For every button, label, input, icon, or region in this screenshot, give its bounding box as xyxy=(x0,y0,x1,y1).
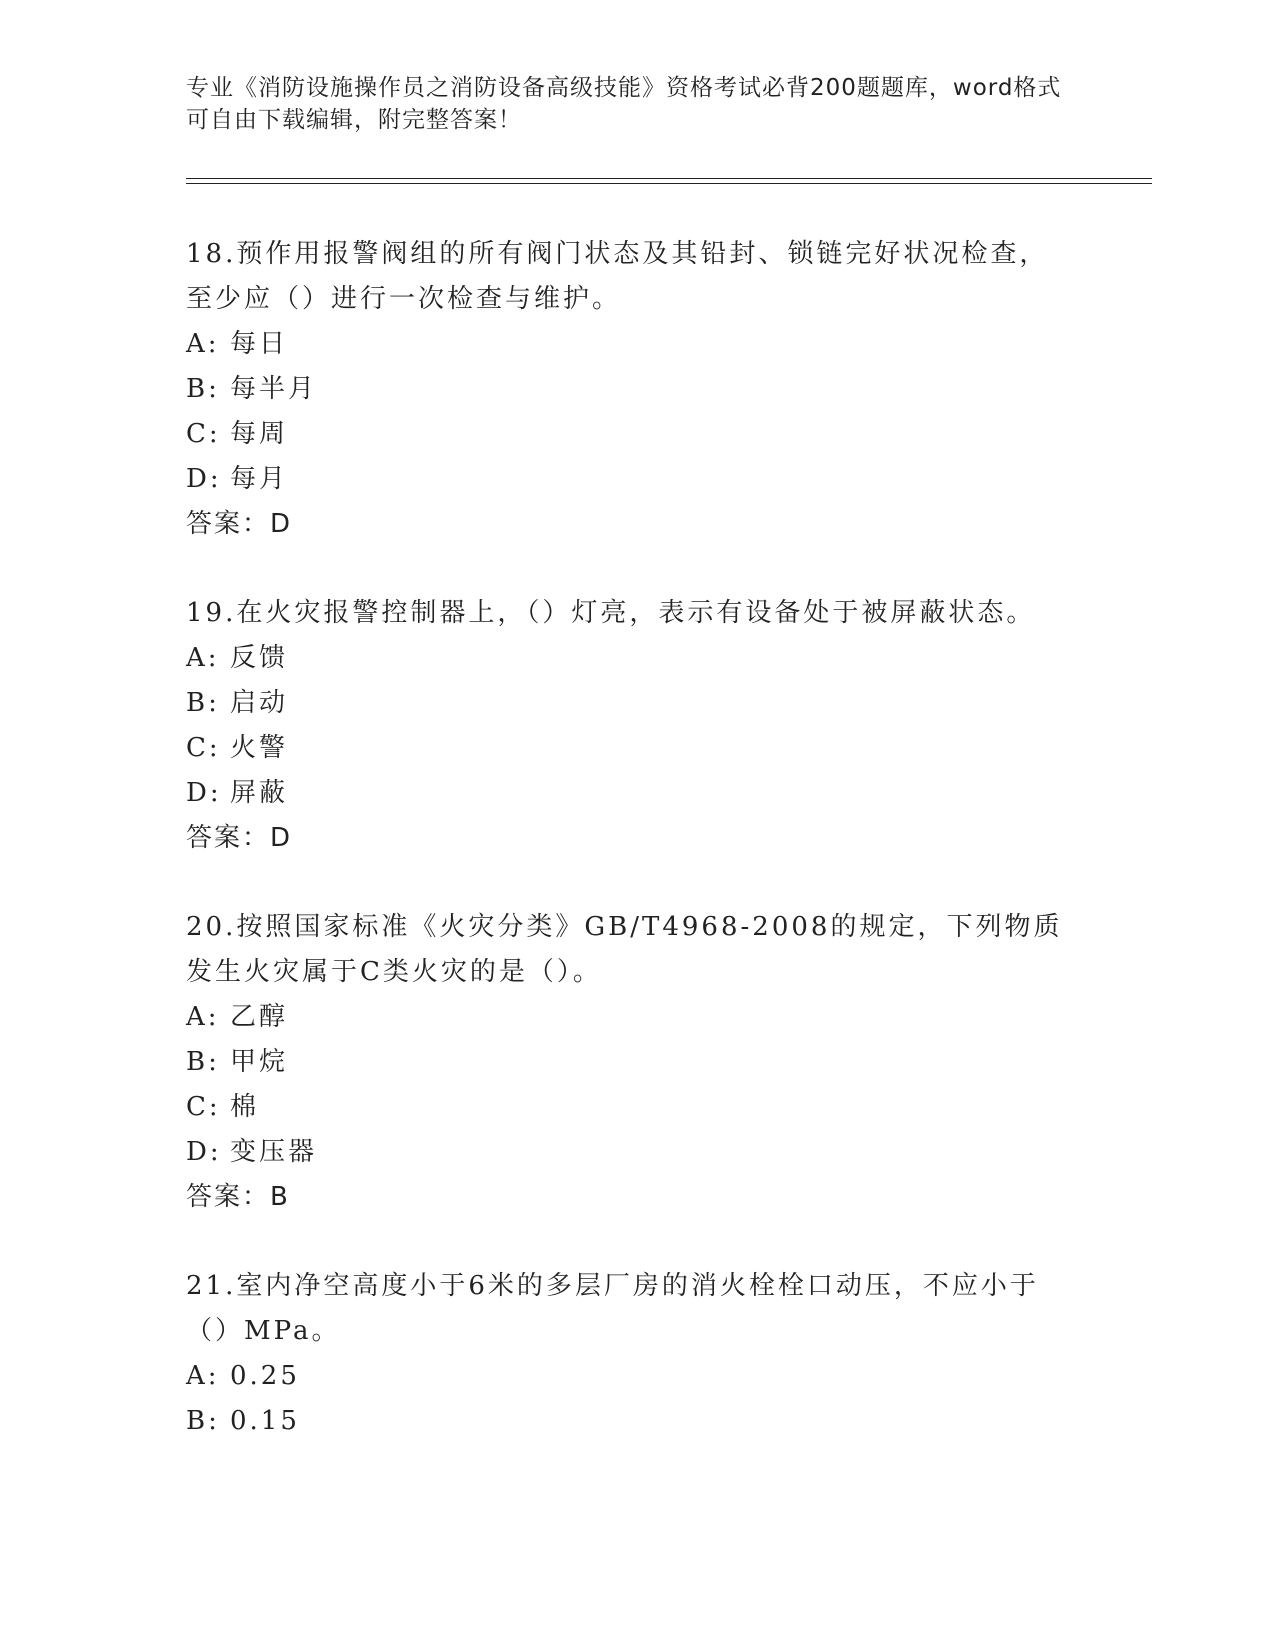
document-header: 专业《消防设施操作员之消防设备高级技能》资格考试必背200题题库，word格式可自由下载编辑，附完整答案！ xyxy=(186,75,1062,133)
option-a xyxy=(186,995,1076,1040)
option-label: C: xyxy=(186,1092,221,1122)
option-text: 0.25 xyxy=(230,1361,300,1391)
option-text: 火警 xyxy=(230,733,289,763)
option-text: 反馈 xyxy=(230,643,289,673)
option-c xyxy=(186,1085,1076,1130)
header-divider-top xyxy=(186,178,1152,179)
option-text: 每日 xyxy=(230,329,289,359)
option-text: 棉 xyxy=(230,1092,260,1122)
option-a xyxy=(186,1354,1076,1399)
option-text: 每月 xyxy=(230,464,289,494)
question-stem: 20.按照国家标准《火灾分类》GB/T4968-2008的规定，下列物质发生火灾属于C类火灾的是（）。 xyxy=(186,912,1063,987)
option-d xyxy=(186,457,1076,502)
option-b xyxy=(186,367,1076,412)
option-b xyxy=(186,1399,1076,1444)
answer-line: 答案：D xyxy=(186,823,293,853)
option-c xyxy=(186,726,1076,771)
option-text: 每半月 xyxy=(230,374,318,404)
question-20 xyxy=(186,905,1076,1220)
answer-line: 答案：B xyxy=(186,1182,290,1212)
question-19 xyxy=(186,591,1076,861)
option-c xyxy=(186,412,1076,457)
option-label: B: xyxy=(186,374,220,404)
option-text: 变压器 xyxy=(230,1137,318,1167)
option-text: 屏蔽 xyxy=(230,778,289,808)
answer-line: 答案：D xyxy=(186,509,293,539)
question-21 xyxy=(186,1264,1076,1444)
option-label: B: xyxy=(186,1047,220,1077)
option-label: A: xyxy=(186,643,220,673)
option-label: B: xyxy=(186,1406,220,1436)
header-divider-bottom xyxy=(186,183,1152,184)
option-label: D: xyxy=(186,778,222,808)
option-a xyxy=(186,636,1076,681)
question-18 xyxy=(186,232,1076,547)
question-stem: 21.室内净空高度小于6米的多层厂房的消火栓栓口动压，不应小于（）MPa。 xyxy=(186,1271,1039,1346)
option-d xyxy=(186,1130,1076,1175)
option-a xyxy=(186,322,1076,367)
question-stem: 18.预作用报警阀组的所有阀门状态及其铅封、锁链完好状况检查，至少应（）进行一次检查与维护。 xyxy=(186,239,1049,314)
option-label: B: xyxy=(186,688,220,718)
option-text: 乙醇 xyxy=(230,1002,289,1032)
option-b xyxy=(186,1040,1076,1085)
option-text: 启动 xyxy=(230,688,289,718)
question-stem: 19.在火灾报警控制器上，（）灯亮，表示有设备处于被屏蔽状态。 xyxy=(186,598,1036,628)
option-label: A: xyxy=(186,1002,220,1032)
option-text: 甲烷 xyxy=(230,1047,289,1077)
question-list xyxy=(186,232,1076,1488)
option-label: C: xyxy=(186,419,221,449)
option-d xyxy=(186,771,1076,816)
option-b xyxy=(186,681,1076,726)
option-label: D: xyxy=(186,1137,222,1167)
option-label: C: xyxy=(186,733,221,763)
option-text: 每周 xyxy=(230,419,289,449)
option-text: 0.15 xyxy=(230,1406,300,1436)
option-label: A: xyxy=(186,329,220,359)
option-label: A: xyxy=(186,1361,220,1391)
option-label: D: xyxy=(186,464,222,494)
